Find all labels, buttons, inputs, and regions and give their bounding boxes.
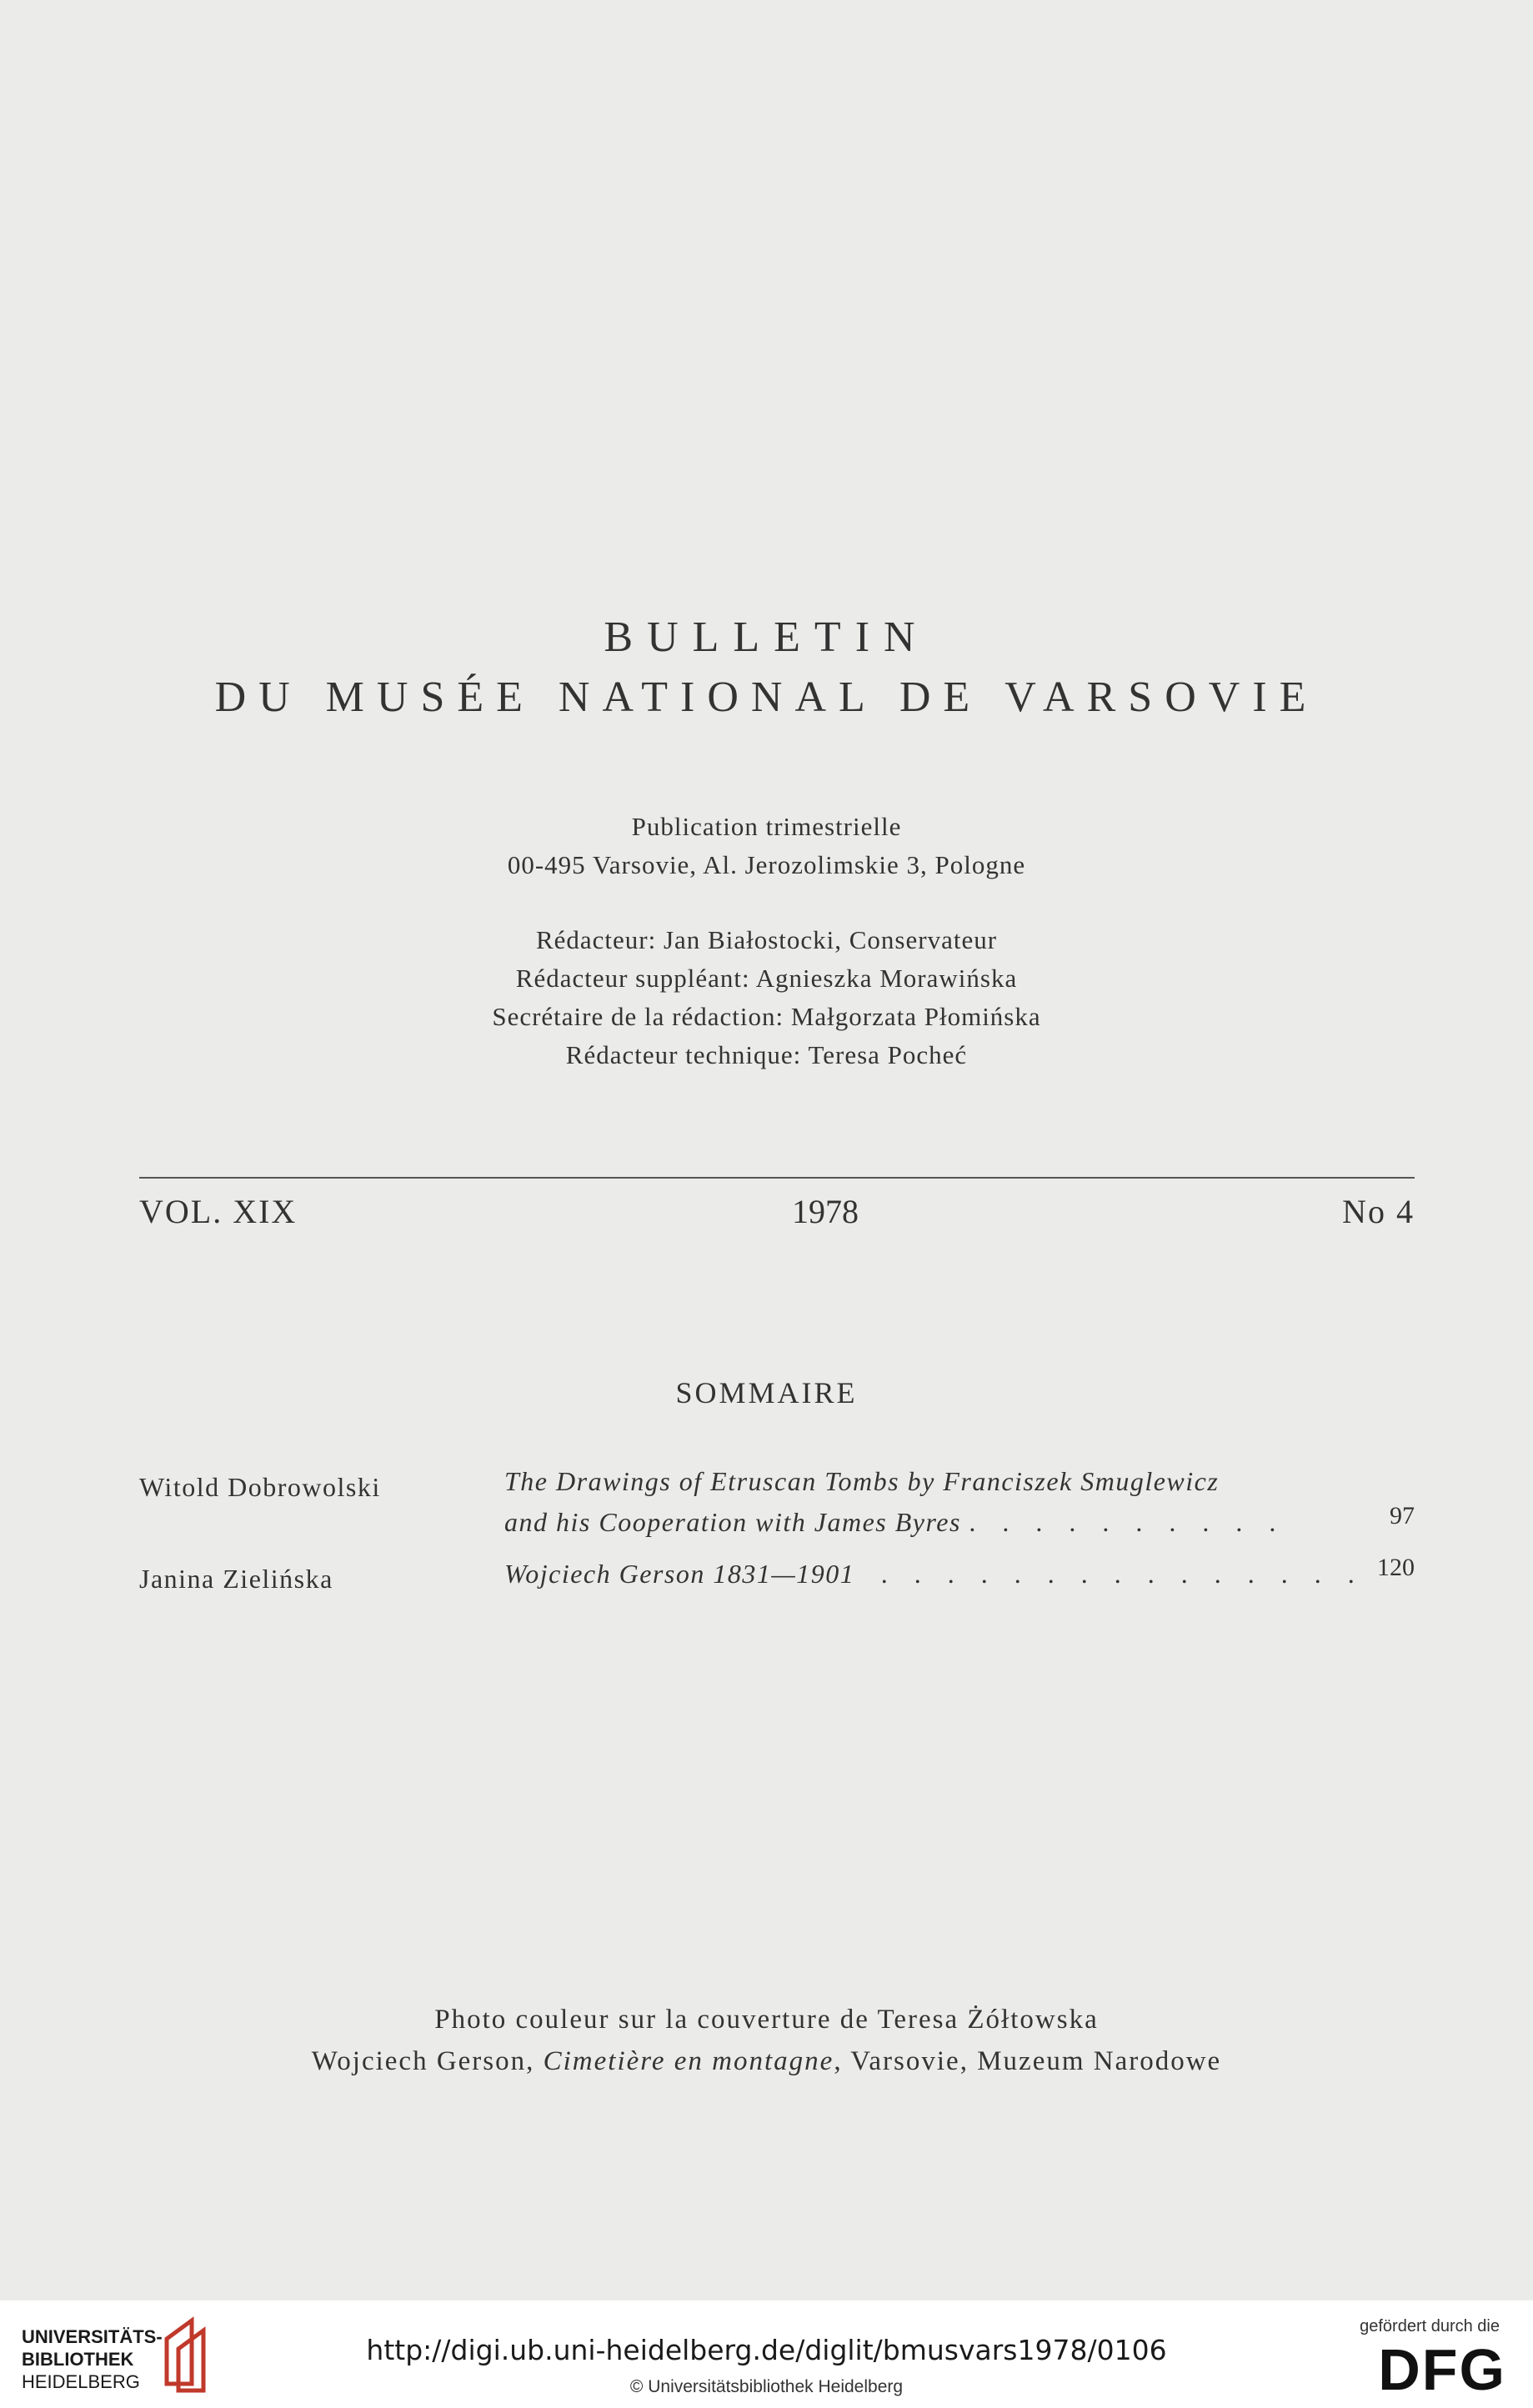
publication-address: 00-495 Varsovie, Al. Jerozolimskie 3, Pologne	[507, 850, 1026, 879]
library-name-line2: BIBLIOTHEK	[22, 2349, 134, 2370]
issue-year: 1978	[792, 1193, 859, 1230]
staff-deputy-editor: Rédacteur suppléant: Agnieszka Morawińska	[515, 964, 1018, 993]
digitization-footer	[0, 2300, 1533, 2408]
toc-entry-title-row	[504, 1559, 1365, 1589]
horizontal-rule	[139, 1177, 1415, 1179]
toc-leader-dots: . . . . . . . . . .	[969, 1507, 1286, 1537]
cover-photo-credit: Photo couleur sur la couverture de Teresa Żółtowska	[434, 2005, 1099, 2035]
contents-heading: SOMMAIRE	[675, 1376, 858, 1409]
toc-entry-title-line2: and his Cooperation with James Byres	[504, 1507, 961, 1537]
library-name-line3: HEIDELBERG	[22, 2371, 140, 2392]
staff-editor: Rédacteur: Jan Białostocki, Conservateur	[535, 925, 998, 954]
document-url-link[interactable]: http://digi.ub.uni-heidelberg.de/diglit/bmusvars1978/0106	[366, 2334, 1167, 2366]
staff-technical-editor: Rédacteur technique: Teresa Pocheć	[565, 1040, 968, 1069]
toc-entry-page: 120	[1377, 1554, 1415, 1581]
funded-by-label: gefördert durch die	[1360, 2317, 1500, 2335]
dfg-logo: DFG	[1378, 2337, 1506, 2402]
museum-title: DU MUSÉE NATIONAL DE VARSOVIE	[214, 673, 1319, 721]
artwork-location: , Varsovie, Muzeum Narodowe	[834, 2046, 1222, 2076]
issue-number: No 4	[1342, 1193, 1415, 1230]
toc-entry-author: Witold Dobrowolski	[139, 1472, 381, 1502]
toc-entry-title-continued	[504, 1507, 1285, 1538]
toc-entry-title: The Drawings of Etruscan Tombs by Franciszek Smuglewicz	[504, 1466, 1220, 1496]
bulletin-title: BULLETIN	[604, 613, 929, 661]
publication-frequency: Publication trimestrielle	[631, 812, 902, 841]
copyright-notice: © Universitätsbibliothek Heidelberg	[629, 2377, 904, 2396]
toc-leader-dots: . . . . . . . . . . . . . . .	[880, 1559, 1365, 1589]
artwork-artist: Wojciech Gerson,	[311, 2046, 544, 2076]
volume-label: VOL. XIX	[139, 1193, 298, 1230]
artwork-title: Cimetière en montagne	[543, 2046, 834, 2076]
toc-entry-author: Janina Zielińska	[139, 1564, 333, 1594]
issue-info-row	[139, 1192, 1415, 1234]
toc-entry-title: Wojciech Gerson 1831—1901	[504, 1559, 855, 1589]
toc-entry-page: 97	[1390, 1502, 1415, 1529]
cover-artwork-credit	[0, 2046, 1533, 2077]
library-name-line1: UNIVERSITÄTS-	[22, 2326, 163, 2347]
staff-secretary: Secrétaire de la rédaction: Małgorzata Płomińska	[492, 1002, 1041, 1031]
